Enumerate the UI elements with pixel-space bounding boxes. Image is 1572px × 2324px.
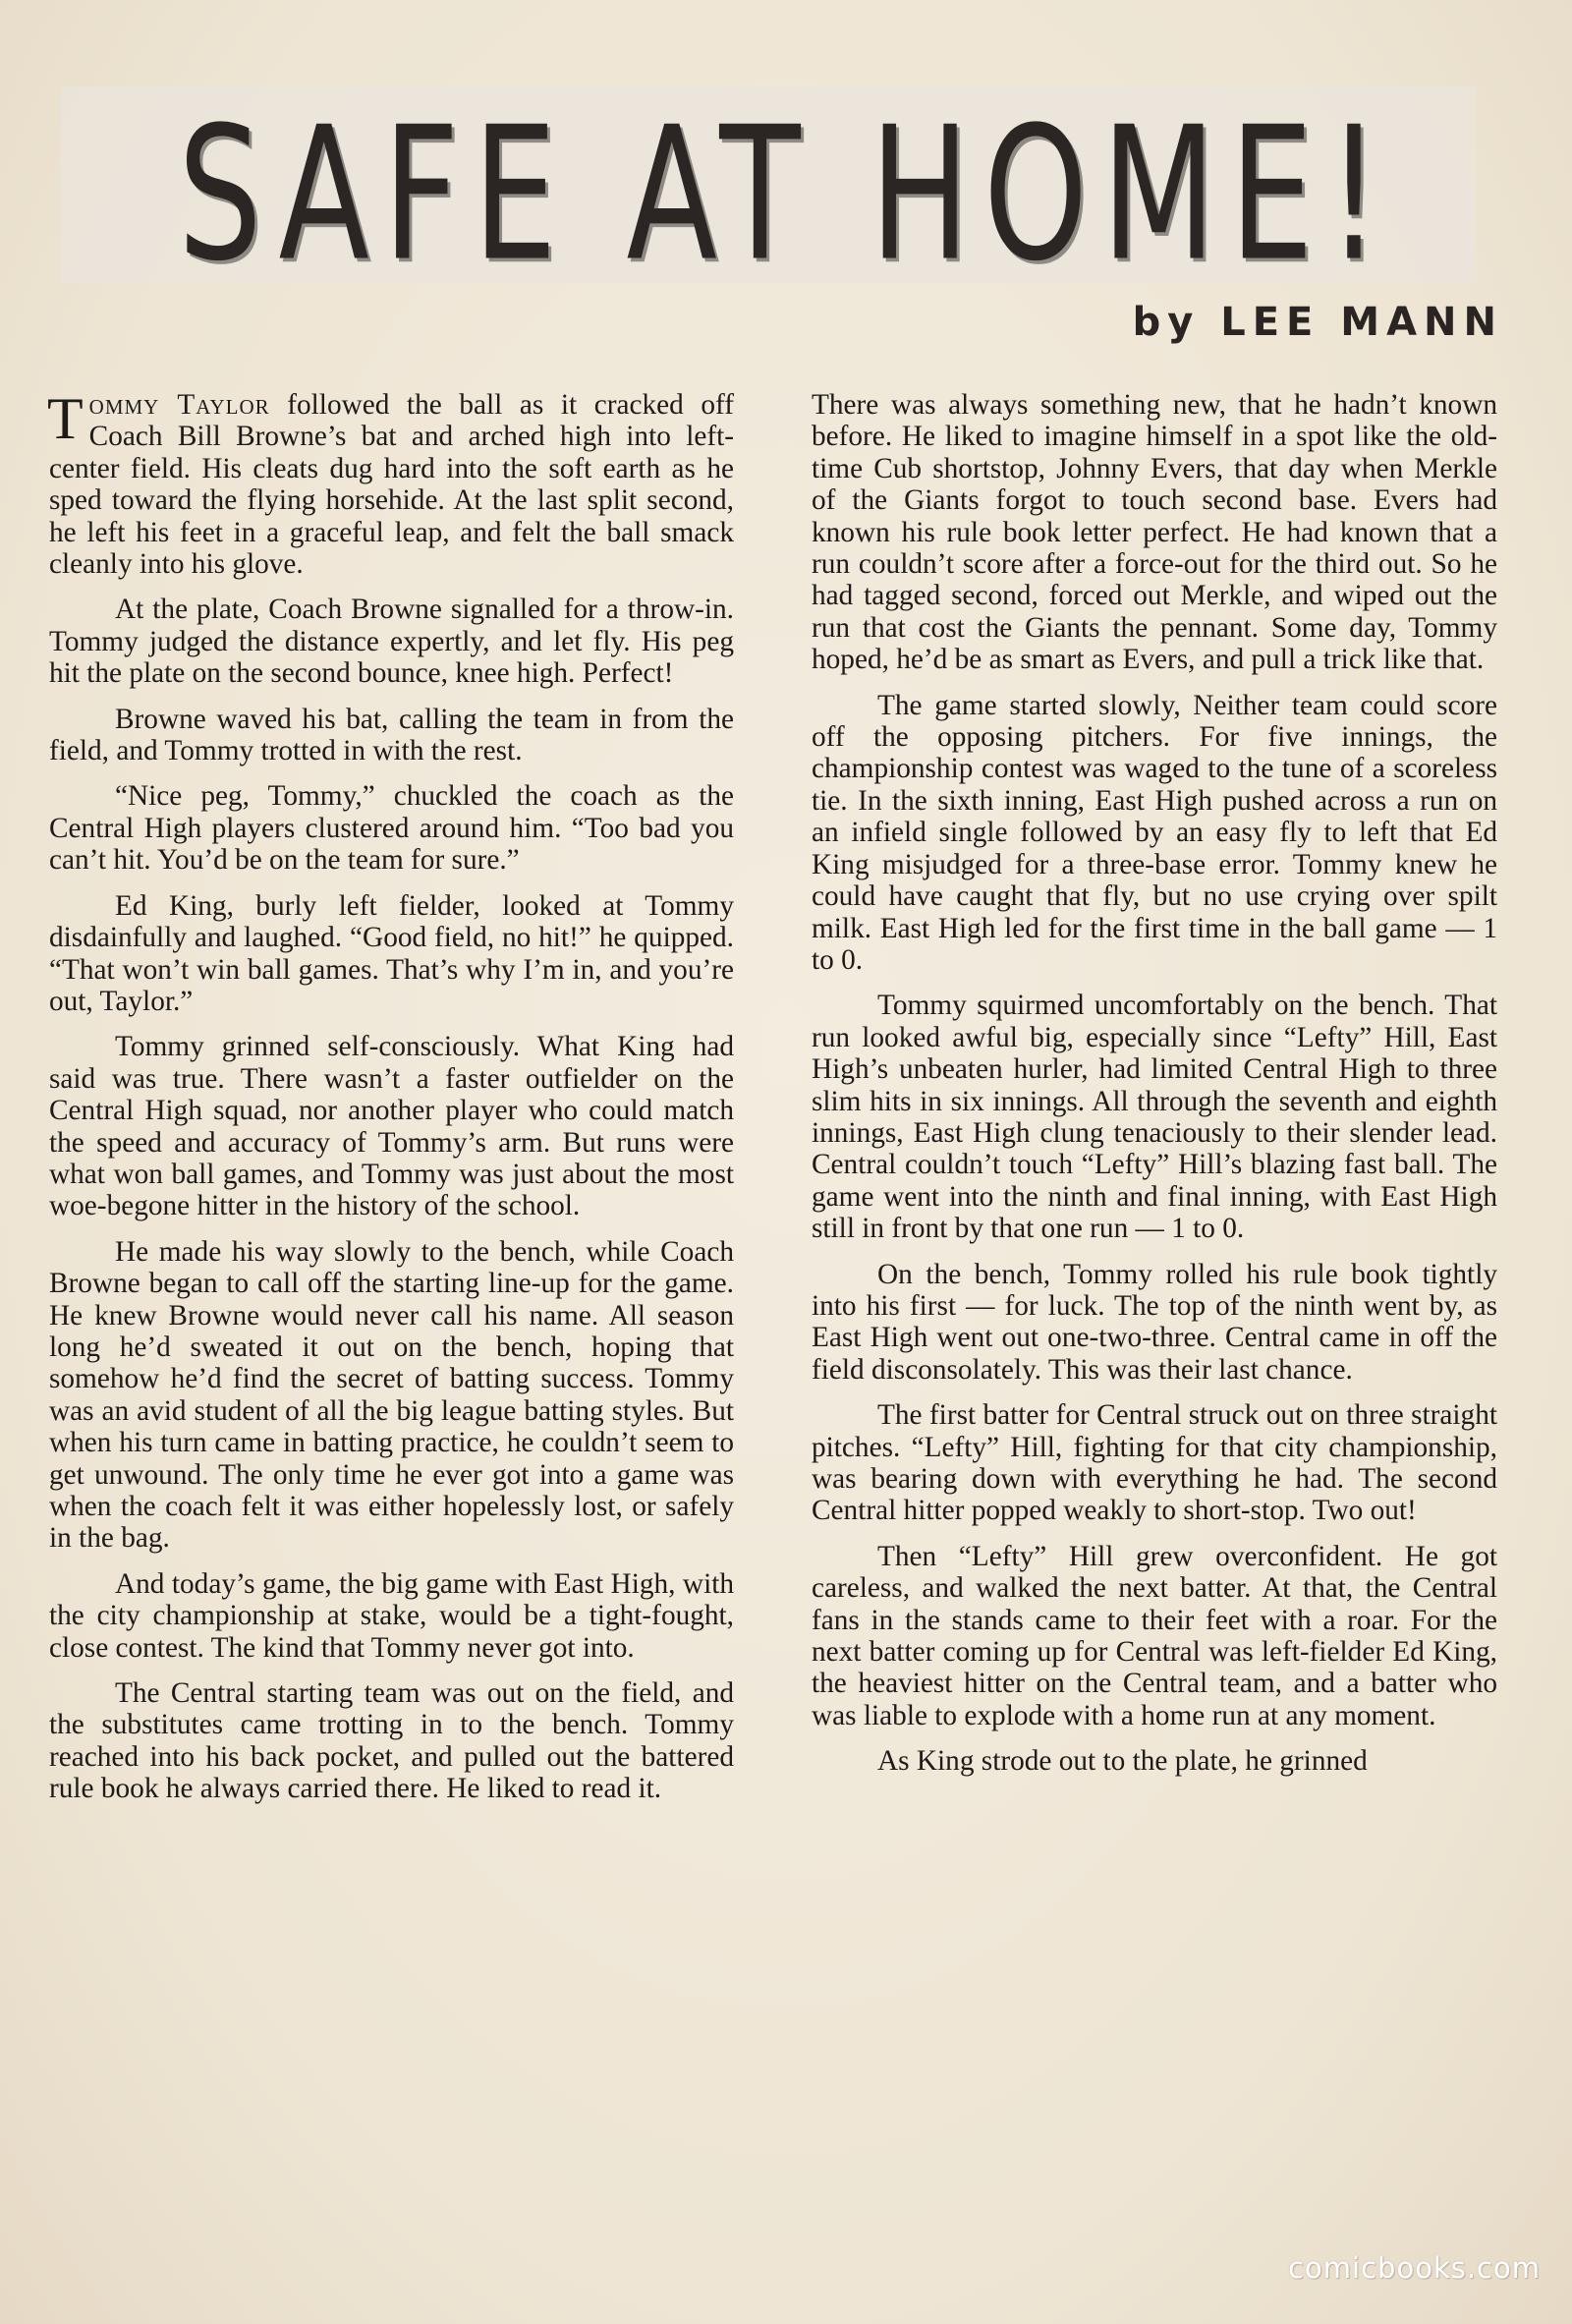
right-column [812, 389, 1497, 1791]
site-watermark: comicbooks.com [1288, 2251, 1541, 2285]
paragraph: The first batter for Central struck out on three straight pitches. “Lefty” Hill, fighting for that city championship, was bearing down with everything he had. The second Central hitter popped weakly to short-stop. Two out! [812, 1399, 1497, 1527]
paragraph: And today’s game, the big game with East High, with the city championship at stake, would be a tight-fought, close contest. The kind that Tommy never got into. [49, 1567, 734, 1664]
paragraph: As King strode out to the plate, he grinned [877, 1745, 1368, 1778]
paragraph: Then “Lefty” Hill grew overconfident. He got careless, and walked the next batter. At that, the Central fans in the stands came to their feet with a roar. For the next batter coming up for Central was left-fielder Ed King, the heaviest hitter on the Central team, and a batter who was liable to explode with a home run at any moment. [812, 1540, 1497, 1731]
lead-in: ommy Taylor [88, 389, 270, 421]
paragraph: Tommy grinned self-consciously. What King had said was true. There wasn’t a faster outfielder on the Central High squad, nor another player who could match the speed and accuracy of Tommy’s arm. But runs were what won ball games, and Tommy was just about the most woe-begone hitter in the history of the school. [49, 1031, 734, 1222]
paragraph: The Central starting team was out on the field, and the substitutes came trotting in to the bench. Tommy reached into his back pocket, and pulled out the battered rule book he always carried there. He liked to read it. [49, 1677, 734, 1805]
left-column [47, 386, 734, 1819]
drop-cap: T [47, 386, 84, 451]
paragraph: Ed King, burly left fielder, looked at Tommy disdainfully and laughed. “Good field, no hit!” he quipped. “That won’t win ball games. That’s why I’m in, and you’re out, Taylor.” [49, 889, 734, 1017]
story-byline: by LEE MANN [1132, 300, 1503, 345]
story-title: SAFE AT HOME! [178, 88, 1394, 303]
paragraph: At the plate, Coach Browne signalled for a throw-in. Tommy judged the distance expertly, and let fly. His peg hit the plate on the second bounce, knee high. Perfect! [49, 594, 734, 690]
paragraph: “Nice peg, Tommy,” chuckled the coach as the Central High players clustered around him. “Too bad you can’t hit. You’d be on the team for sure.” [49, 780, 734, 877]
paragraph: There was always something new, that he hadn’t known before. He liked to imagine himself in a spot like the old-time Cub shortstop, Johnny Evers, that day when Merkle of the Giants forgot to touch second base. Evers had known his rule book letter perfect. He had known that a run couldn’t score after a force-out for the third out. So he had tagged second, forced out Merkle, and wiped out the run that cost the Giants the pennant. Some day, Tommy hoped, he’d be as smart as Evers, and pull a trick like that. [812, 389, 1497, 676]
paragraph: Browne waved his bat, calling the team in from the field, and Tommy trotted in with the rest. [49, 703, 734, 767]
paragraph: Tommy squirmed uncomfortably on the bench. That run looked awful big, especially since “Lefty” Hill, East High’s unbeaten hurler, had limited Central High to three slim hits in six innings. All through the seventh and eighth innings, East High clung tenaciously to their slender lead. Central couldn’t touch “Lefty” Hill’s blazing fast ball. The game went into the ninth and final inning, with East High still in front by that one run — 1 to 0. [812, 990, 1497, 1245]
paragraph [47, 386, 734, 581]
paragraph: He made his way slowly to the bench, while Coach Browne began to call off the starting line-up for the game. He knew Browne would never call his name. All season long he’d sweated it out on the bench, hoping that somehow he’d find the secret of batting success. Tommy was an avid student of all the big league batting styles. But when his turn came in batting practice, he couldn’t seem to get unwound. The only time he ever got into a game was when the coach felt it was either hopelessly lost, or safely in the bag. [49, 1235, 734, 1555]
paragraph: On the bench, Tommy rolled his rule book tightly into his first — for luck. The top of the ninth went by, as East High went out one-two-three. Central came in off the field disconsolately. This was their last chance. [812, 1258, 1497, 1386]
paragraph: The game started slowly, Neither team could score off the opposing pitchers. For five innings, the championship contest was waged to the tune of a scoreless tie. In the sixth inning, East High pushed across a run on an infield single followed by an easy fly to left that Ed King misjudged for a three-base error. Tommy knew he could have caught that fly, but no use crying over spilt milk. East High led for the first time in the ball game — 1 to 0. [812, 689, 1497, 976]
paragraph-text: followed the ball as it cracked off Coach Bill Browne’s bat and arched high into left-center field. His cleats dug hard into the soft earth as he sped toward the flying horsehide. At the last split second, he left his feet in a graceful leap, and felt the ball smack cleanly into his glove. [49, 389, 734, 581]
